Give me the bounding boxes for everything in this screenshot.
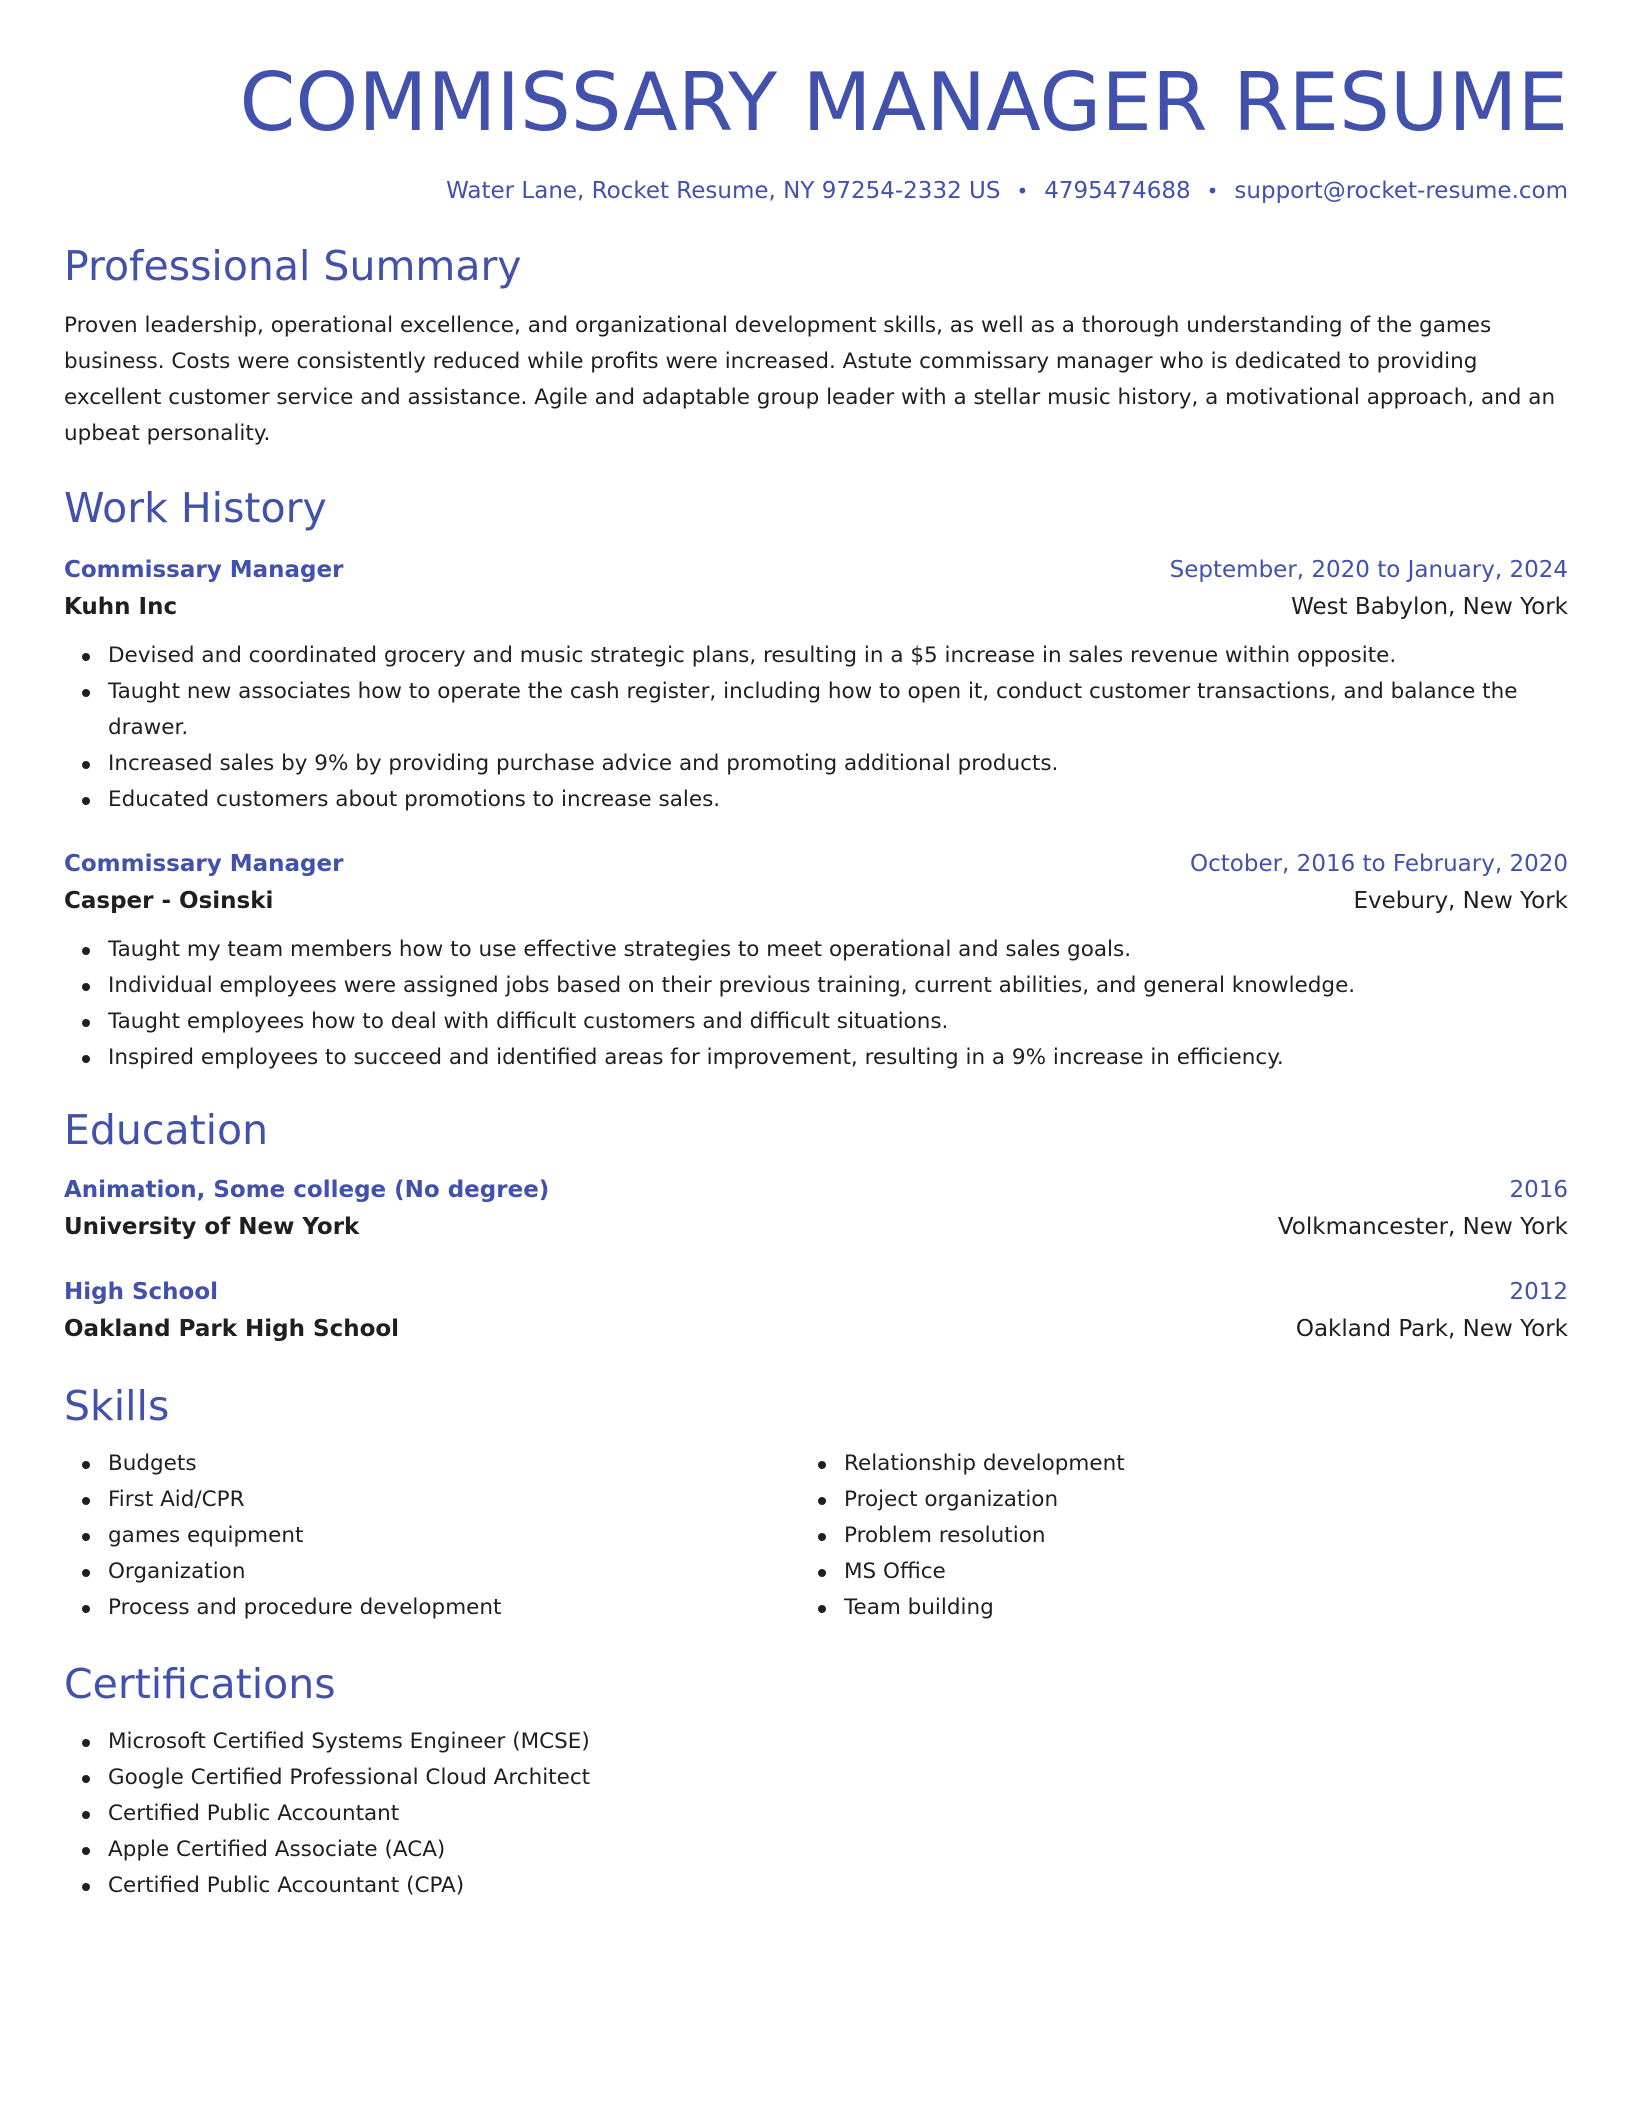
contact-email: support@rocket-resume.com bbox=[1234, 178, 1568, 204]
contact-phone: 4795474688 bbox=[1044, 178, 1191, 204]
job-bullets bbox=[64, 638, 1568, 818]
section-title-education: Education bbox=[64, 1106, 269, 1154]
contact-separator: • bbox=[1016, 179, 1029, 203]
job-location: West Babylon, New York bbox=[1291, 594, 1568, 620]
job-bullets bbox=[64, 932, 1568, 1076]
certification-item: Certified Public Accountant bbox=[108, 1796, 1568, 1832]
certifications-list bbox=[64, 1724, 1568, 1904]
certification-item: Apple Certified Associate (ACA) bbox=[108, 1832, 1568, 1868]
education-header-row bbox=[64, 1172, 1568, 1208]
skill-item: games equipment bbox=[108, 1518, 800, 1554]
skills-column-right bbox=[800, 1446, 1536, 1626]
certification-item: Certified Public Accountant (CPA) bbox=[108, 1868, 1568, 1904]
job-location: Evebury, New York bbox=[1353, 888, 1568, 914]
job-company-row bbox=[64, 588, 1568, 626]
resume-title: COMMISSARY MANAGER RESUME bbox=[239, 56, 1568, 149]
job-bullet: Individual employees were assigned jobs based on their previous training, current abilities, and general knowledge. bbox=[108, 968, 1568, 1004]
skills-list bbox=[800, 1446, 1536, 1626]
summary-text: Proven leadership, operational excellence, and organizational development skills, as well as a thorough understanding of the games business. Costs were consistently reduced while profits were increased. Astute commissary manager who is dedicated to providing excellent customer service and assistance. Agile and adaptable group leader with a stellar music history, a motivational approach, and an upbeat personality. bbox=[64, 313, 1556, 446]
job-dates: October, 2016 to February, 2020 bbox=[1190, 851, 1568, 877]
resume-header bbox=[64, 48, 1568, 208]
skill-item: Problem resolution bbox=[844, 1518, 1536, 1554]
education-year: 2016 bbox=[1509, 1177, 1568, 1203]
job-entry bbox=[64, 846, 1568, 1076]
education-header-row bbox=[64, 1274, 1568, 1310]
job-bullet: Educated customers about promotions to increase sales. bbox=[108, 782, 1568, 818]
job-role: Commissary Manager bbox=[64, 851, 344, 877]
job-role: Commissary Manager bbox=[64, 557, 344, 583]
skill-item: Process and procedure development bbox=[108, 1590, 800, 1626]
job-header-row bbox=[64, 846, 1568, 882]
job-company-row bbox=[64, 882, 1568, 920]
job-bullet: Taught new associates how to operate the cash register, including how to open it, conduct customer transactions, and balance the drawer. bbox=[108, 674, 1568, 746]
skills-grid bbox=[64, 1446, 1568, 1626]
job-bullet: Inspired employees to succeed and identified areas for improvement, resulting in a 9% increase in efficiency. bbox=[108, 1040, 1568, 1076]
education-degree: Animation, Some college (No degree) bbox=[64, 1177, 550, 1203]
section-title-summary: Professional Summary bbox=[64, 242, 522, 290]
education-location: Oakland Park, New York bbox=[1295, 1316, 1568, 1342]
education-entry bbox=[64, 1274, 1568, 1348]
job-bullet: Taught employees how to deal with difficult customers and difficult situations. bbox=[108, 1004, 1568, 1040]
education-school: University of New York bbox=[64, 1214, 360, 1240]
skills-list bbox=[64, 1446, 800, 1626]
job-dates: September, 2020 to January, 2024 bbox=[1169, 557, 1568, 583]
skill-item: MS Office bbox=[844, 1554, 1536, 1590]
job-entry bbox=[64, 552, 1568, 818]
education-school-row bbox=[64, 1208, 1568, 1246]
skill-item: Project organization bbox=[844, 1482, 1536, 1518]
skills-column-left bbox=[64, 1446, 800, 1626]
contact-address: Water Lane, Rocket Resume, NY 97254-2332 US bbox=[446, 178, 1001, 204]
job-bullet: Increased sales by 9% by providing purchase advice and promoting additional products. bbox=[108, 746, 1568, 782]
education-entry bbox=[64, 1172, 1568, 1246]
section-title-skills: Skills bbox=[64, 1382, 170, 1430]
job-company: Kuhn Inc bbox=[64, 594, 178, 620]
education-school-row bbox=[64, 1310, 1568, 1348]
skill-item: Budgets bbox=[108, 1446, 800, 1482]
skill-item: First Aid/CPR bbox=[108, 1482, 800, 1518]
certification-item: Google Certified Professional Cloud Architect bbox=[108, 1760, 1568, 1796]
job-header-row bbox=[64, 552, 1568, 588]
education-school: Oakland Park High School bbox=[64, 1316, 400, 1342]
job-bullet: Devised and coordinated grocery and music strategic plans, resulting in a $5 increase in sales revenue within opposite. bbox=[108, 638, 1568, 674]
contact-line bbox=[64, 174, 1568, 208]
skill-item: Organization bbox=[108, 1554, 800, 1590]
education-location: Volkmancester, New York bbox=[1277, 1214, 1568, 1240]
skill-item: Relationship development bbox=[844, 1446, 1536, 1482]
education-year: 2012 bbox=[1509, 1279, 1568, 1305]
section-title-certifications: Certifications bbox=[64, 1660, 336, 1708]
education-degree: High School bbox=[64, 1279, 219, 1305]
contact-separator: • bbox=[1206, 179, 1219, 203]
job-bullet: Taught my team members how to use effective strategies to meet operational and sales goals. bbox=[108, 932, 1568, 968]
certification-item: Microsoft Certified Systems Engineer (MCSE) bbox=[108, 1724, 1568, 1760]
job-company: Casper - Osinski bbox=[64, 888, 274, 914]
section-title-work-history: Work History bbox=[64, 484, 327, 532]
skill-item: Team building bbox=[844, 1590, 1536, 1626]
